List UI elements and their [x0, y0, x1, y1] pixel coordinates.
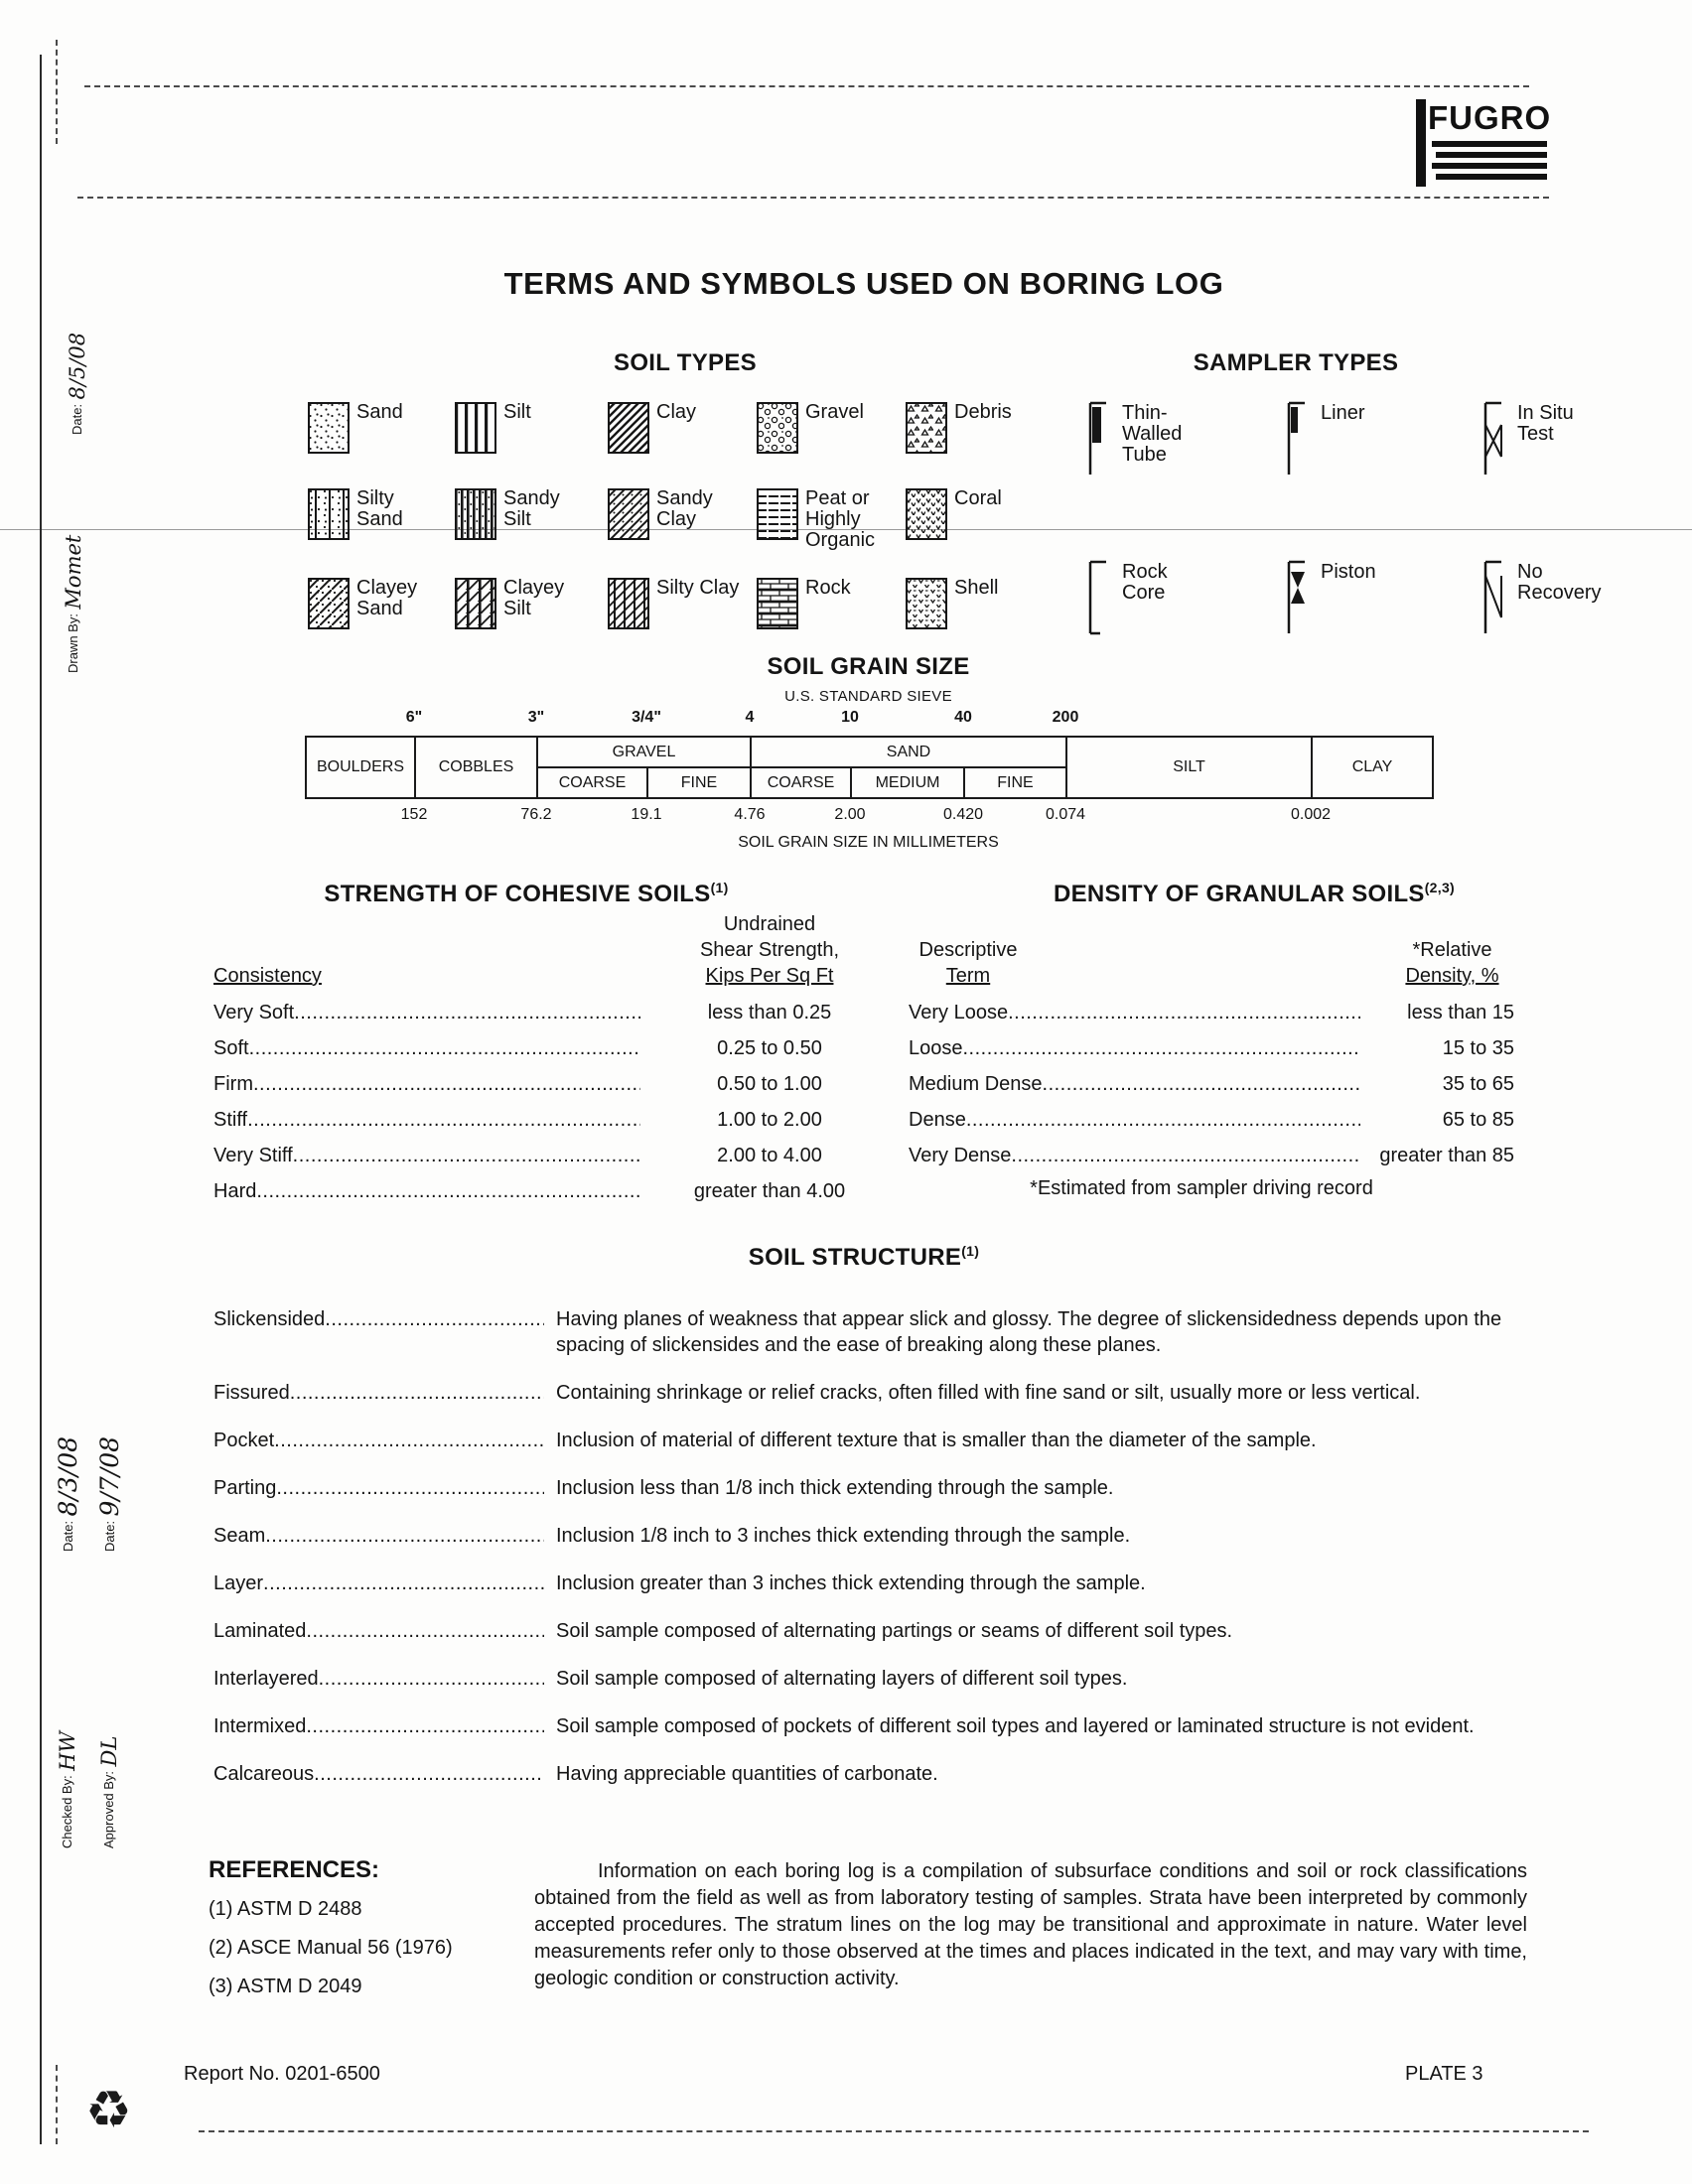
soil-type-sand	[308, 402, 440, 454]
density-col2-header	[1380, 937, 1524, 989]
soil-type-debris	[906, 402, 1038, 454]
soil-type-label: Clayey Sand	[356, 577, 418, 619]
density-term: Dense	[909, 1108, 966, 1131]
dot-leader	[294, 1002, 640, 1024]
strength-value: 2.00 to 4.00	[717, 1144, 822, 1166]
bottom-left-dash-mark	[56, 2065, 58, 2144]
strength-heading-text: STRENGTH OF COHESIVE SOILS	[324, 881, 711, 907]
soil-type-label: Sand	[356, 401, 403, 423]
clayey-silt-pattern-swatch	[455, 578, 496, 629]
grain-cell-boulders: BOULDERS	[306, 737, 415, 798]
sampler-rock-core	[1080, 558, 1209, 637]
consistency-term: Stiff	[213, 1108, 248, 1131]
rock-pattern-swatch	[757, 578, 798, 629]
soil-type-label: Debris	[954, 401, 1012, 423]
grain-size-19-1: 19.1	[631, 806, 662, 823]
report-number: Report No. 0201-6500	[184, 2063, 380, 2085]
density-value: 35 to 65	[1442, 1072, 1514, 1095]
dot-leader	[319, 1666, 544, 1692]
density-col1-line2: Term	[945, 965, 991, 987]
density-term: Very Dense	[909, 1144, 1012, 1166]
grain-cell-silt: SILT	[1066, 737, 1312, 798]
soil-type-clay	[608, 402, 740, 454]
margin-approved-by	[97, 1610, 121, 1848]
soil-type-label: Shell	[954, 577, 999, 599]
checked-by-signature: HW	[56, 1730, 79, 1771]
structure-term: Fissured	[213, 1382, 290, 1404]
clayey-sand-pattern-swatch	[308, 578, 350, 629]
checked-by-label: Checked By:	[60, 1775, 74, 1848]
density-col2-line2: Density, %	[1405, 965, 1499, 987]
strength-value: 0.50 to 1.00	[717, 1072, 822, 1095]
dot-leader	[306, 1618, 544, 1644]
grain-cell-gravel: GRAVEL	[537, 737, 751, 767]
structure-definition: Inclusion less than 1/8 inch thick extending through the sample.	[556, 1477, 1114, 1499]
dot-leader	[256, 1180, 640, 1203]
table-row	[213, 1102, 904, 1138]
sampler-types-heading: SAMPLER TYPES	[1193, 349, 1399, 376]
margin-drawn-by	[62, 445, 85, 673]
consistency-term: Very Soft	[213, 1001, 295, 1024]
grain-size-table-wrap	[305, 736, 1432, 799]
top-dashed-rule-2	[77, 197, 1549, 199]
dot-leader	[290, 1380, 544, 1406]
margin-date-checked	[54, 1358, 82, 1552]
gravel-pattern-swatch	[757, 402, 798, 454]
grain-cell-clay: CLAY	[1312, 737, 1433, 798]
strength-col2-header	[635, 911, 904, 989]
dot-leader	[276, 1475, 544, 1501]
structure-definition: Soil sample composed of alternating layers of different soil types.	[556, 1668, 1128, 1690]
consistency-term: Hard	[213, 1179, 257, 1202]
in-situ-test-symbol	[1476, 399, 1509, 478]
soil-type-sandy-silt	[455, 488, 587, 540]
soil-type-shell	[906, 578, 1038, 629]
soil-type-clayey-silt	[455, 578, 587, 629]
date-checked-value: 8/3/08	[54, 1436, 82, 1517]
reference-item: (3) ASTM D 2049	[209, 1976, 362, 1997]
soil-type-silty-sand	[308, 488, 440, 540]
approved-by-label: Approved By:	[101, 1770, 116, 1848]
soil-type-label: Silt	[503, 401, 531, 423]
date-approved-value: 9/7/08	[95, 1436, 124, 1517]
structure-definition: Containing shrinkage or relief cracks, often filled with fine sand or silt, usually more or less vertical.	[556, 1382, 1421, 1404]
silt-pattern-swatch	[455, 402, 496, 454]
consistency-term: Soft	[213, 1036, 249, 1059]
top-left-dash-mark	[56, 40, 58, 144]
strength-value: greater than 4.00	[693, 1179, 846, 1202]
soil-type-gravel	[757, 402, 889, 454]
table-row	[909, 995, 1514, 1030]
density-heading-text: DENSITY OF GRANULAR SOILS	[1053, 881, 1425, 907]
dot-leader	[247, 1109, 640, 1132]
table-row	[213, 1030, 904, 1066]
soil-type-rock	[757, 578, 889, 629]
list-item	[213, 1666, 1529, 1692]
coral-pattern-swatch	[906, 488, 947, 540]
soil-structure-heading-text: SOIL STRUCTURE	[748, 1244, 962, 1271]
margin-checked-by	[56, 1610, 79, 1848]
dot-leader	[293, 1145, 640, 1167]
list-item	[213, 1570, 1529, 1596]
density-heading	[943, 880, 1565, 908]
list-item	[213, 1306, 1529, 1358]
structure-definition: Soil sample composed of pockets of different soil types and layered or laminated structure is not evident.	[556, 1715, 1475, 1737]
dot-leader	[306, 1713, 544, 1739]
references-list	[209, 1896, 526, 2012]
density-value: 65 to 85	[1442, 1108, 1514, 1131]
soil-type-label: Sandy Clay	[656, 487, 713, 530]
sampler-type-label: Rock Core	[1122, 561, 1168, 604]
strength-col1-header: Consistency	[213, 965, 322, 987]
table-row	[213, 1173, 904, 1209]
soil-type-label: Coral	[954, 487, 1002, 509]
list-item	[213, 1523, 1529, 1549]
strength-heading	[199, 880, 854, 908]
list-item	[213, 1713, 1529, 1739]
shell-pattern-swatch	[906, 578, 947, 629]
soil-type-label: Silty Clay	[656, 577, 740, 599]
soil-type-coral	[906, 488, 1038, 540]
sampler-in-situ-test	[1476, 399, 1605, 478]
soil-type-silty-clay	[608, 578, 740, 629]
strength-value: 0.25 to 0.50	[717, 1036, 822, 1059]
list-item	[213, 1761, 1529, 1787]
fugro-logo-waves	[1432, 141, 1547, 180]
fugro-logo-stem	[1416, 99, 1426, 187]
strength-col2-line2: Shear Strength,	[699, 939, 840, 961]
structure-definition: Inclusion greater than 3 inches thick extending through the sample.	[556, 1572, 1146, 1594]
grain-size-4-76: 4.76	[734, 806, 766, 823]
page-title: TERMS AND SYMBOLS USED ON BORING LOG	[503, 266, 1224, 301]
dot-leader	[249, 1037, 640, 1060]
soil-type-label: Clay	[656, 401, 697, 423]
sieve-label-3in: 3"	[527, 709, 545, 726]
soil-structure-list	[213, 1306, 1529, 1809]
sampler-type-label: In Situ Test	[1517, 402, 1574, 445]
margin-date-approved	[95, 1358, 124, 1552]
reference-item: (1) ASTM D 2488	[209, 1898, 362, 1920]
plate-number: PLATE 3	[1405, 2063, 1483, 2085]
strength-value: 1.00 to 2.00	[717, 1108, 822, 1131]
table-row	[213, 995, 904, 1030]
sampler-type-label: No Recovery	[1517, 561, 1602, 604]
table-row	[213, 1066, 904, 1102]
consistency-term: Very Stiff	[213, 1144, 293, 1166]
grain-size-0-002: 0.002	[1290, 806, 1332, 823]
drawn-by-label: Drawn By:	[66, 614, 80, 673]
sieve-label-3-4in: 3/4"	[632, 709, 661, 726]
dot-leader	[253, 1073, 640, 1096]
sieve-label-10: 10	[841, 709, 859, 726]
top-dashed-rule-1	[84, 85, 1529, 87]
date-label: Date:	[61, 1520, 75, 1552]
grain-size-0-074: 0.074	[1045, 806, 1086, 823]
density-value: greater than 85	[1379, 1144, 1514, 1166]
density-term: Medium Dense	[909, 1072, 1043, 1095]
peat-pattern-swatch	[757, 488, 798, 540]
density-col2-line1: *Relative	[1412, 939, 1492, 961]
fugro-logo-text: FUGRO	[1428, 99, 1552, 136]
clay-pattern-swatch	[608, 402, 649, 454]
table-row	[909, 1066, 1514, 1102]
grain-size-0-420: 0.420	[942, 806, 984, 823]
table-row	[909, 1030, 1514, 1066]
rock-core-symbol	[1080, 558, 1114, 637]
structure-term: Laminated	[213, 1620, 307, 1642]
soil-types-heading: SOIL TYPES	[614, 349, 757, 376]
soil-type-label: Sandy Silt	[503, 487, 560, 530]
liner-symbol	[1279, 399, 1313, 478]
sieve-label-40: 40	[954, 709, 972, 726]
structure-term: Layer	[213, 1572, 264, 1594]
strength-heading-footref: (1)	[710, 880, 729, 895]
dot-leader	[1043, 1073, 1360, 1096]
structure-term: Parting	[213, 1477, 277, 1499]
grain-size-table	[305, 736, 1434, 799]
grain-size-caption: SOIL GRAIN SIZE IN MILLIMETERS	[738, 834, 999, 851]
silty-sand-pattern-swatch	[308, 488, 350, 540]
dot-leader	[325, 1306, 544, 1358]
references-heading: REFERENCES:	[209, 1856, 380, 1883]
dot-leader	[265, 1523, 544, 1549]
soil-type-silt	[455, 402, 587, 454]
strength-table	[213, 995, 904, 1209]
fugro-logo	[1408, 91, 1559, 193]
dot-leader	[1011, 1145, 1360, 1167]
no-recovery-symbol	[1476, 558, 1509, 637]
list-item	[213, 1618, 1529, 1644]
soil-type-peat	[757, 488, 889, 551]
list-item	[213, 1475, 1529, 1501]
density-footnote: *Estimated from sampler driving record	[1030, 1177, 1373, 1199]
recycle-icon: ♻	[85, 2082, 132, 2139]
dot-leader	[1008, 1002, 1360, 1024]
debris-pattern-swatch	[906, 402, 947, 454]
density-table	[909, 995, 1514, 1173]
dot-leader	[263, 1570, 544, 1596]
sampler-type-label: Piston	[1321, 561, 1376, 583]
sampler-type-label: Liner	[1321, 402, 1365, 424]
approved-by-signature: DL	[97, 1735, 121, 1767]
structure-term: Seam	[213, 1525, 266, 1547]
date-label: Date:	[70, 403, 84, 435]
sampler-thin-walled-tube	[1080, 399, 1209, 478]
sampler-no-recovery	[1476, 558, 1605, 637]
left-border-rule	[40, 55, 42, 2144]
consistency-term: Firm	[213, 1072, 253, 1095]
dot-leader	[966, 1109, 1360, 1132]
soil-structure-heading	[298, 1243, 1430, 1272]
structure-definition: Soil sample composed of alternating partings or seams of different soil types.	[556, 1620, 1233, 1642]
bottom-dashed-rule	[199, 2130, 1589, 2132]
structure-definition: Inclusion of material of different texture that is smaller than the diameter of the sample.	[556, 1430, 1317, 1451]
structure-term: Slickensided	[213, 1308, 326, 1330]
silty-clay-pattern-swatch	[608, 578, 649, 629]
grain-size-152: 152	[400, 806, 428, 823]
soil-type-label: Clayey Silt	[503, 577, 565, 619]
density-term: Loose	[909, 1036, 963, 1059]
structure-term: Calcareous	[213, 1763, 315, 1785]
grain-size-subheading: U.S. STANDARD SIEVE	[784, 688, 952, 705]
strength-col2-line3: Kips Per Sq Ft	[705, 965, 834, 987]
table-row	[909, 1138, 1514, 1173]
date-drawn-value: 8/5/08	[66, 332, 89, 400]
sieve-label-4: 4	[745, 709, 755, 726]
structure-term: Pocket	[213, 1430, 275, 1451]
density-heading-footref: (2,3)	[1424, 880, 1456, 895]
sampler-liner	[1279, 399, 1408, 478]
density-col1-line1: Descriptive	[918, 939, 1018, 961]
thin-walled-tube-symbol	[1080, 399, 1114, 478]
structure-term: Interlayered	[213, 1668, 319, 1690]
grain-size-76-2: 76.2	[520, 806, 552, 823]
soil-structure-heading-footref: (1)	[961, 1243, 980, 1259]
density-value: 15 to 35	[1442, 1036, 1514, 1059]
dot-leader	[274, 1428, 544, 1453]
date-label: Date:	[102, 1520, 117, 1552]
soil-type-label: Gravel	[805, 401, 864, 423]
grain-cell-gravel-fine: FINE	[647, 767, 751, 798]
structure-definition: Inclusion 1/8 inch to 3 inches thick extending through the sample.	[556, 1525, 1131, 1547]
grain-cell-sand: SAND	[751, 737, 1066, 767]
dot-leader	[314, 1761, 544, 1787]
grain-size-2-00: 2.00	[834, 806, 866, 823]
grain-cell-gravel-coarse: COARSE	[537, 767, 647, 798]
table-row	[909, 1102, 1514, 1138]
sieve-label-6in: 6"	[405, 709, 423, 726]
structure-definition: Having appreciable quantities of carbonate.	[556, 1763, 938, 1785]
soil-type-label: Rock	[805, 577, 851, 599]
sandy-silt-pattern-swatch	[455, 488, 496, 540]
dot-leader	[963, 1037, 1361, 1060]
density-value: less than 15	[1407, 1001, 1514, 1024]
grain-cell-sand-medium: MEDIUM	[851, 767, 964, 798]
margin-date-drawn	[66, 266, 89, 435]
reference-item: (2) ASCE Manual 56 (1976)	[209, 1937, 453, 1959]
grain-cell-sand-coarse: COARSE	[751, 767, 851, 798]
sandy-clay-pattern-swatch	[608, 488, 649, 540]
grain-cell-cobbles: COBBLES	[415, 737, 537, 798]
sampler-type-label: Thin-Walled Tube	[1122, 402, 1183, 466]
soil-type-sandy-clay	[608, 488, 740, 540]
sieve-label-200: 200	[1052, 709, 1079, 726]
density-term: Very Loose	[909, 1001, 1009, 1024]
table-row	[213, 1138, 904, 1173]
sampler-piston	[1279, 558, 1408, 637]
soil-type-label: Silty Sand	[356, 487, 403, 530]
boring-log-note: Information on each boring log is a compilation of subsurface conditions and soil or rock classifications obtained from the field as well as from laboratory testing of samples. Strata have been interpreted by commonly accepted procedures. The stratum lines on the log may be transitional and approximate in nature. Water level measurements refer only to those observed at the times and places indicated in the text, and may vary with time, geologic condition or construction activity.	[534, 1860, 1527, 1989]
sand-pattern-swatch	[308, 402, 350, 454]
piston-symbol	[1279, 558, 1313, 637]
soil-type-clayey-sand	[308, 578, 440, 629]
density-col1-header	[904, 937, 1033, 989]
grain-cell-sand-fine: FINE	[964, 767, 1066, 798]
grain-size-heading: SOIL GRAIN SIZE	[767, 653, 970, 680]
drawn-by-signature: Momet	[62, 534, 85, 610]
structure-term: Intermixed	[213, 1715, 307, 1737]
structure-definition: Having planes of weakness that appear slick and glossy. The degree of slickensidedness depends upon the spacing of slickensides and the ease of breaking along these planes.	[556, 1308, 1502, 1356]
list-item	[213, 1428, 1529, 1453]
soil-type-label: Peat or Highly Organic	[805, 487, 876, 551]
strength-value: less than 0.25	[707, 1001, 832, 1024]
list-item	[213, 1380, 1529, 1406]
strength-col2-line1: Undrained	[723, 913, 816, 935]
